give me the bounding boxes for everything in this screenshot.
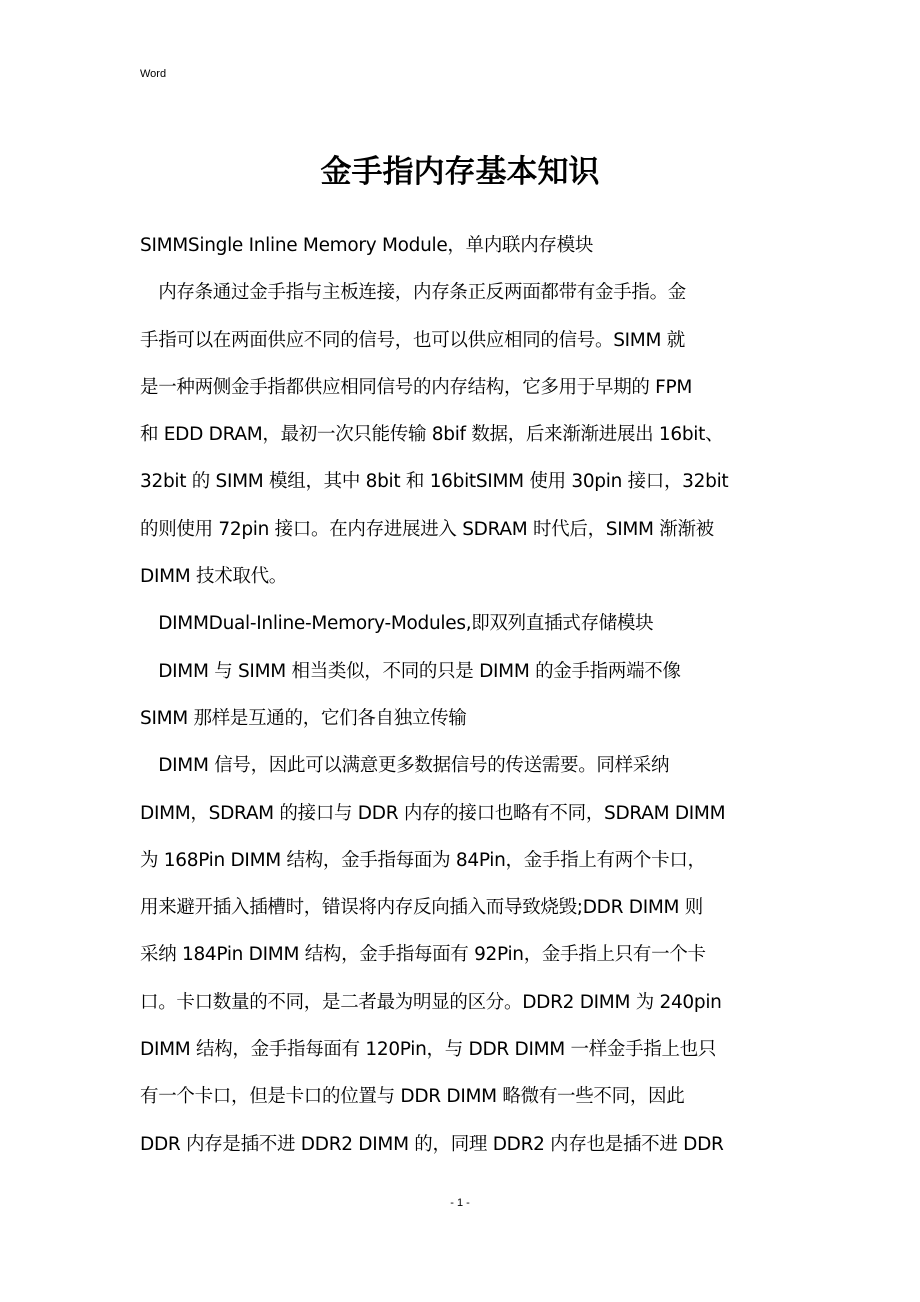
text-line: 内存条通过金手指与主板连接，内存条正反两面都带有金手指。金	[140, 282, 687, 304]
text-line: SIMMSingle Inline Memory Module，单内联内存模块	[140, 235, 594, 256]
text-line: 采纳 184Pin DIMM 结构，金手指每面有 92Pin，金手指上只有一个卡	[140, 944, 706, 966]
text-line: 32bit 的 SIMM 模组，其中 8bit 和 16bitSIMM 使用 30pin 接口，32bit	[140, 471, 729, 493]
document-body	[140, 233, 782, 1179]
text-line: 口。卡口数量的不同，是二者最为明显的区分。DDR2 DIMM 为 240pin	[140, 991, 722, 1013]
text-line: 的则使用 72pin 接口。在内存进展进入 SDRAM 时代后，SIMM 渐渐被	[140, 518, 714, 540]
text-line: 手指可以在两面供应不同的信号，也可以供应相同的信号。SIMM 就	[140, 329, 685, 351]
page-header: Word	[140, 68, 167, 80]
text-line: 是一种两侧金手指都供应相同信号的内存结构，它多用于早期的 FPM	[140, 376, 693, 398]
text-line: 有一个卡口，但是卡口的位置与 DDR DIMM 略微有一些不同，因此	[140, 1086, 685, 1108]
text-line: SIMM 那样是互通的，它们各自独立传输	[140, 707, 467, 729]
text-line: DIMM，SDRAM 的接口与 DDR 内存的接口也略有不同，SDRAM DIMM	[140, 802, 726, 824]
text-line: 为 168Pin DIMM 结构，金手指每面为 84Pin，金手指上有两个卡口，	[140, 849, 706, 871]
text-line: DIMM 技术取代。	[140, 566, 288, 588]
document-title: 金手指内存基本知识	[320, 154, 600, 190]
text-line: DIMM 信号，因此可以满意更多数据信号的传送需要。同样采纳	[140, 755, 670, 777]
text-line: 和 EDD DRAM，最初一次只能传输 8bif 数据，后来渐渐进展出 16bit、	[140, 424, 724, 446]
text-line: DDR 内存是插不进 DDR2 DIMM 的，同理 DDR2 内存也是插不进 DDR	[140, 1133, 724, 1155]
text-line: DIMMDual-Inline-Memory-Modules,即双列直插式存储模块	[140, 613, 654, 635]
text-line: DIMM 结构，金手指每面有 120Pin，与 DDR DIMM 一样金手指上也只	[140, 1039, 717, 1061]
text-line: DIMM 与 SIMM 相当类似，不同的只是 DIMM 的金手指两端不像	[140, 660, 681, 682]
text-line: 用来避开插入插槽时，错误将内存反向插入而导致烧毁;DDR DIMM 则	[140, 897, 703, 919]
page-number: - 1 -	[450, 1197, 470, 1209]
